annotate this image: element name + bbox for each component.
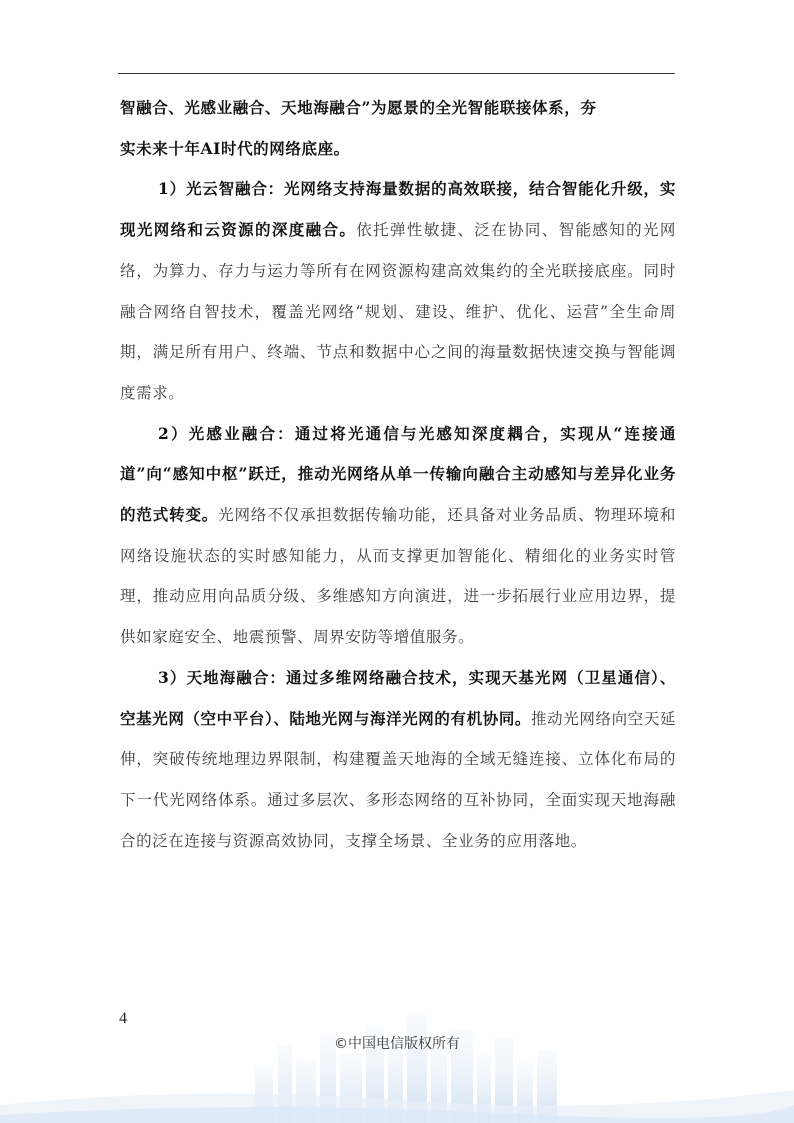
- section-3-lead: 3）天地海融合：通过多维网络融合技术，实现天基光网（卫星通信）、空基光网（空中平台）、陆地光网与海洋光网的有机协同。: [120, 667, 676, 728]
- intro-line-2: 实未来十年AI时代的网络底座。: [120, 138, 350, 158]
- intro-paragraph: [120, 88, 676, 169]
- header-rule: [118, 73, 675, 74]
- section-3-body: 推动光网络向空天延伸，突破传统地理边界限制，构建覆盖天地海的全域无缝连接、立体化布局的下一代光网络体系。通过多层次、多形态网络的互补协同，全面实现天地海融合的泛在连接与资源高效协同，支撑全场景、全业务的应用落地。: [120, 709, 676, 850]
- copyright-footer: ©中国电信版权所有: [334, 1036, 460, 1052]
- section-3-paragraph: [120, 658, 676, 862]
- section-1-paragraph: [120, 169, 676, 413]
- section-2-body: 光网络不仅承担数据传输功能，还具备对业务品质、物理环境和网络设施状态的实时感知能力，从而支撑更加智能化、精细化的业务实时管理，推动应用向品质分级、多维感知方向演进，进一步拓展行业应用边界，提供如家庭安全、地震预警、周界安防等增值服务。: [120, 506, 676, 647]
- page-number: 4: [119, 1010, 127, 1027]
- intro-line-1: 智融合、光感业融合、天地海融合”为愿景的全光智能联接体系，夯: [120, 98, 597, 117]
- document-body: [120, 88, 676, 861]
- section-2-paragraph: [120, 414, 676, 658]
- section-1-body: 依托弹性敏捷、泛在协同、智能感知的光网络，为算力、存力与运力等所有在网资源构建高效集约的全光联接底座。同时融合网络自智技术，覆盖光网络“规划、建设、维护、优化、运营”全生命周期，满足所有用户、终端、节点和数据中心之间的海量数据快速交换与智能调度需求。: [120, 221, 676, 402]
- section-2-lead: 2）光感业融合：通过将光通信与光感知深度耦合，实现从“连接通道”向“感知中枢”跃迁，推动光网络从单一传输向融合主动感知与差异化业务的范式转变。: [120, 423, 676, 525]
- section-1-lead: 1）光云智融合：光网络支持海量数据的高效联接，结合智能化升级，实现光网络和云资源的深度融合。: [120, 179, 676, 240]
